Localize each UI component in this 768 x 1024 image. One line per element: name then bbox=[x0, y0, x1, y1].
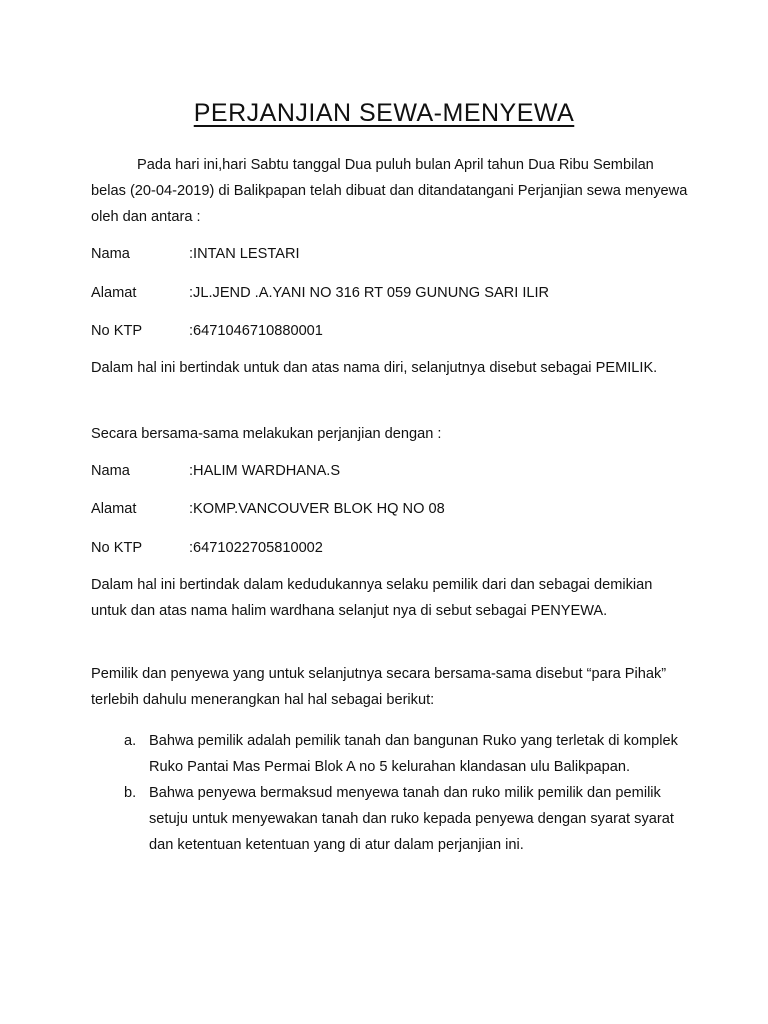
list-item bbox=[124, 728, 684, 780]
together-paragraph: Secara bersama-sama melakukan perjanjian dengan : bbox=[91, 426, 442, 442]
party2-ktp-value: :6471022705810002 bbox=[189, 540, 323, 556]
party2-role-paragraph: Dalam hal ini bertindak dalam kedudukannya selaku pemilik dari dan sebagai demikian untuk dan atas nama halim wardhana selanjut nya di sebut sebagai PENYEWA. bbox=[91, 577, 653, 619]
party1-ktp-value: :6471046710880001 bbox=[189, 323, 323, 339]
parties-statement-paragraph: Pemilik dan penyewa yang untuk selanjutnya secara bersama-sama disebut “para Pihak” terlebih dahulu menerangkan hal hal sebagai berikut: bbox=[91, 666, 667, 708]
party2-ktp-row bbox=[91, 535, 711, 561]
party2-name-row bbox=[91, 458, 711, 484]
party1-name-value: :INTAN LESTARI bbox=[189, 246, 300, 262]
document-title bbox=[0, 96, 768, 130]
party2-name-value: :HALIM WARDHANA.S bbox=[189, 463, 341, 479]
party2-address-label: Alamat bbox=[91, 501, 137, 517]
party1-address-value: :JL.JEND .A.YANI NO 316 RT 059 GUNUNG SARI ILIR bbox=[189, 285, 550, 301]
list-item-text: Bahwa penyewa bermaksud menyewa tanah dan ruko milik pemilik dan pemilik setuju untuk menyewakan tanah dan ruko kepada penyewa dengan syarat syarat dan ketentuan ketentuan yang di atur dalam perjanjian ini. bbox=[149, 785, 674, 853]
party1-address-row bbox=[91, 280, 711, 306]
list-item-text: Bahwa pemilik adalah pemilik tanah dan bangunan Ruko yang terletak di komplek Ruko Pantai Mas Permai Blok A no 5 kelurahan klandasan ulu Balikpapan. bbox=[149, 733, 678, 775]
party1-address-label: Alamat bbox=[91, 285, 137, 301]
party1-name-label: Nama bbox=[91, 246, 130, 262]
document-title-text: PERJANJIAN SEWA-MENYEWA bbox=[193, 99, 575, 127]
party2-address-row bbox=[91, 496, 711, 522]
list-item-marker: b. bbox=[124, 785, 137, 801]
list-item-marker: a. bbox=[124, 733, 137, 749]
party1-role-paragraph: Dalam hal ini bertindak untuk dan atas nama diri, selanjutnya disebut sebagai PEMILIK. bbox=[91, 360, 658, 376]
party1-ktp-label: No KTP bbox=[91, 323, 143, 339]
party2-ktp-label: No KTP bbox=[91, 540, 143, 556]
party2-address-value: :KOMP.VANCOUVER BLOK HQ NO 08 bbox=[189, 501, 445, 517]
recitals-list bbox=[124, 728, 684, 858]
party1-ktp-row bbox=[91, 318, 711, 344]
party1-name-row bbox=[91, 241, 711, 267]
list-item bbox=[124, 780, 684, 858]
intro-paragraph: Pada hari ini,hari Sabtu tanggal Dua puluh bulan April tahun Dua Ribu Sembilan belas (20-04-2019) di Balikpapan telah dibuat dan ditandatangani Perjanjian sewa menyewa oleh dan antara : bbox=[91, 157, 688, 225]
party2-name-label: Nama bbox=[91, 463, 130, 479]
